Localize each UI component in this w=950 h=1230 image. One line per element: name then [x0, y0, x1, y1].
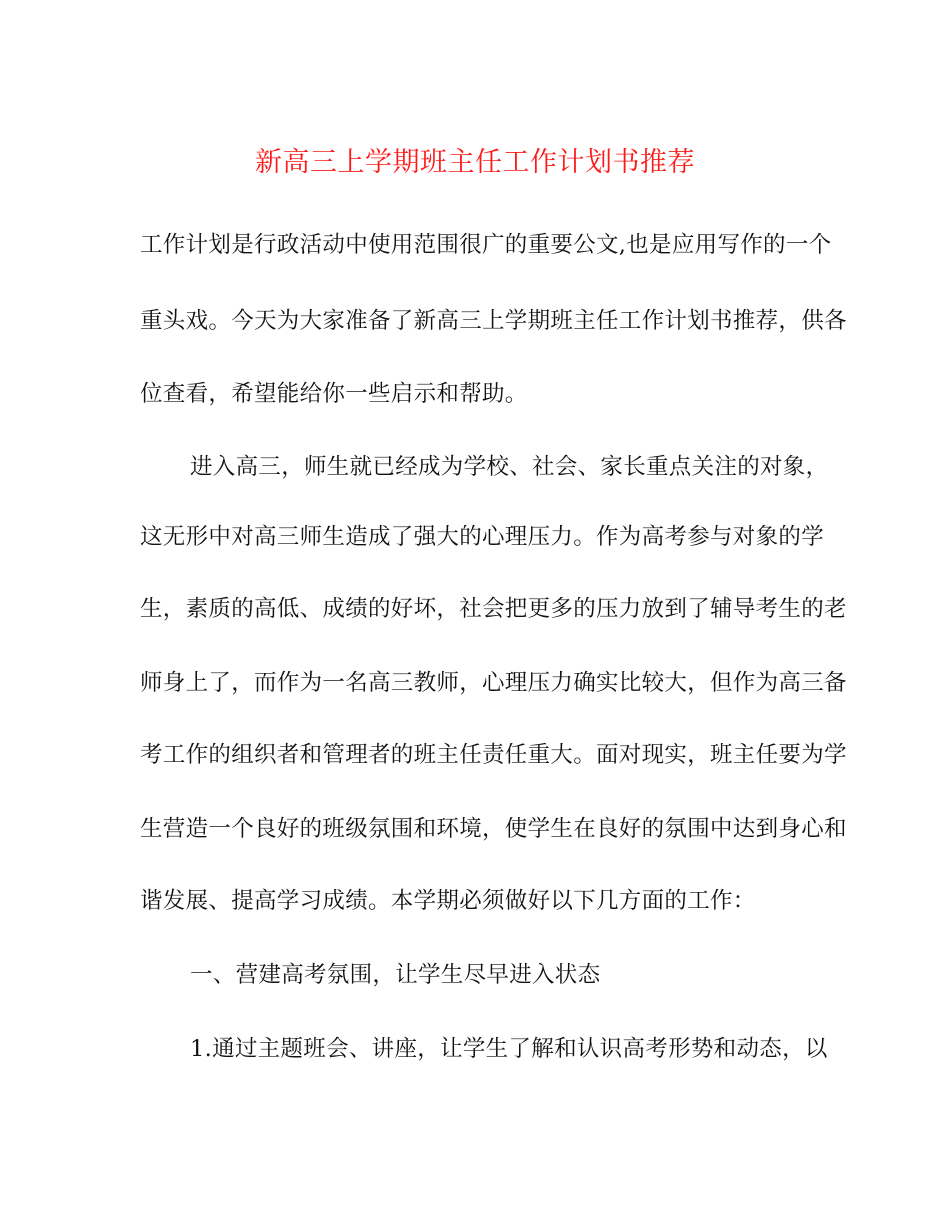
- paragraph-line: 这无形中对高三师生造成了强大的心理压力。作为高考参与对象的学: [140, 524, 825, 550]
- paragraph-line: 1.通过主题班会、讲座，让学生了解和认识高考形势和动态，以: [190, 1036, 828, 1062]
- paragraph-line: 重头戏。今天为大家准备了新高三上学期班主任工作计划书推荐，供各: [140, 308, 847, 334]
- document-title: 新高三上学期班主任工作计划书推荐: [255, 147, 695, 178]
- paragraph-line: 生，素质的高低、成绩的好坏，社会把更多的压力放到了辅导考生的老: [140, 596, 847, 622]
- section-heading: 一、营建高考氛围，让学生尽早进入状态: [190, 962, 601, 988]
- paragraph-line: 工作计划是行政活动中使用范围很广的重要公文,也是应用写作的一个: [140, 232, 832, 258]
- paragraph-line: 进入高三，师生就已经成为学校、社会、家长重点关注的对象，: [190, 454, 829, 480]
- paragraph-line: 谐发展、提高学习成绩。本学期必须做好以下几方面的工作：: [140, 888, 756, 914]
- paragraph-line: 位查看，希望能给你一些启示和帮助。: [140, 381, 528, 407]
- paragraph-line: 师身上了，而作为一名高三教师，心理压力确实比较大，但作为高三备: [140, 670, 847, 696]
- paragraph-line: 生营造一个良好的班级氛围和环境，使学生在良好的氛围中达到身心和: [140, 816, 847, 842]
- paragraph-line: 考工作的组织者和管理者的班主任责任重大。面对现实，班主任要为学: [140, 742, 847, 768]
